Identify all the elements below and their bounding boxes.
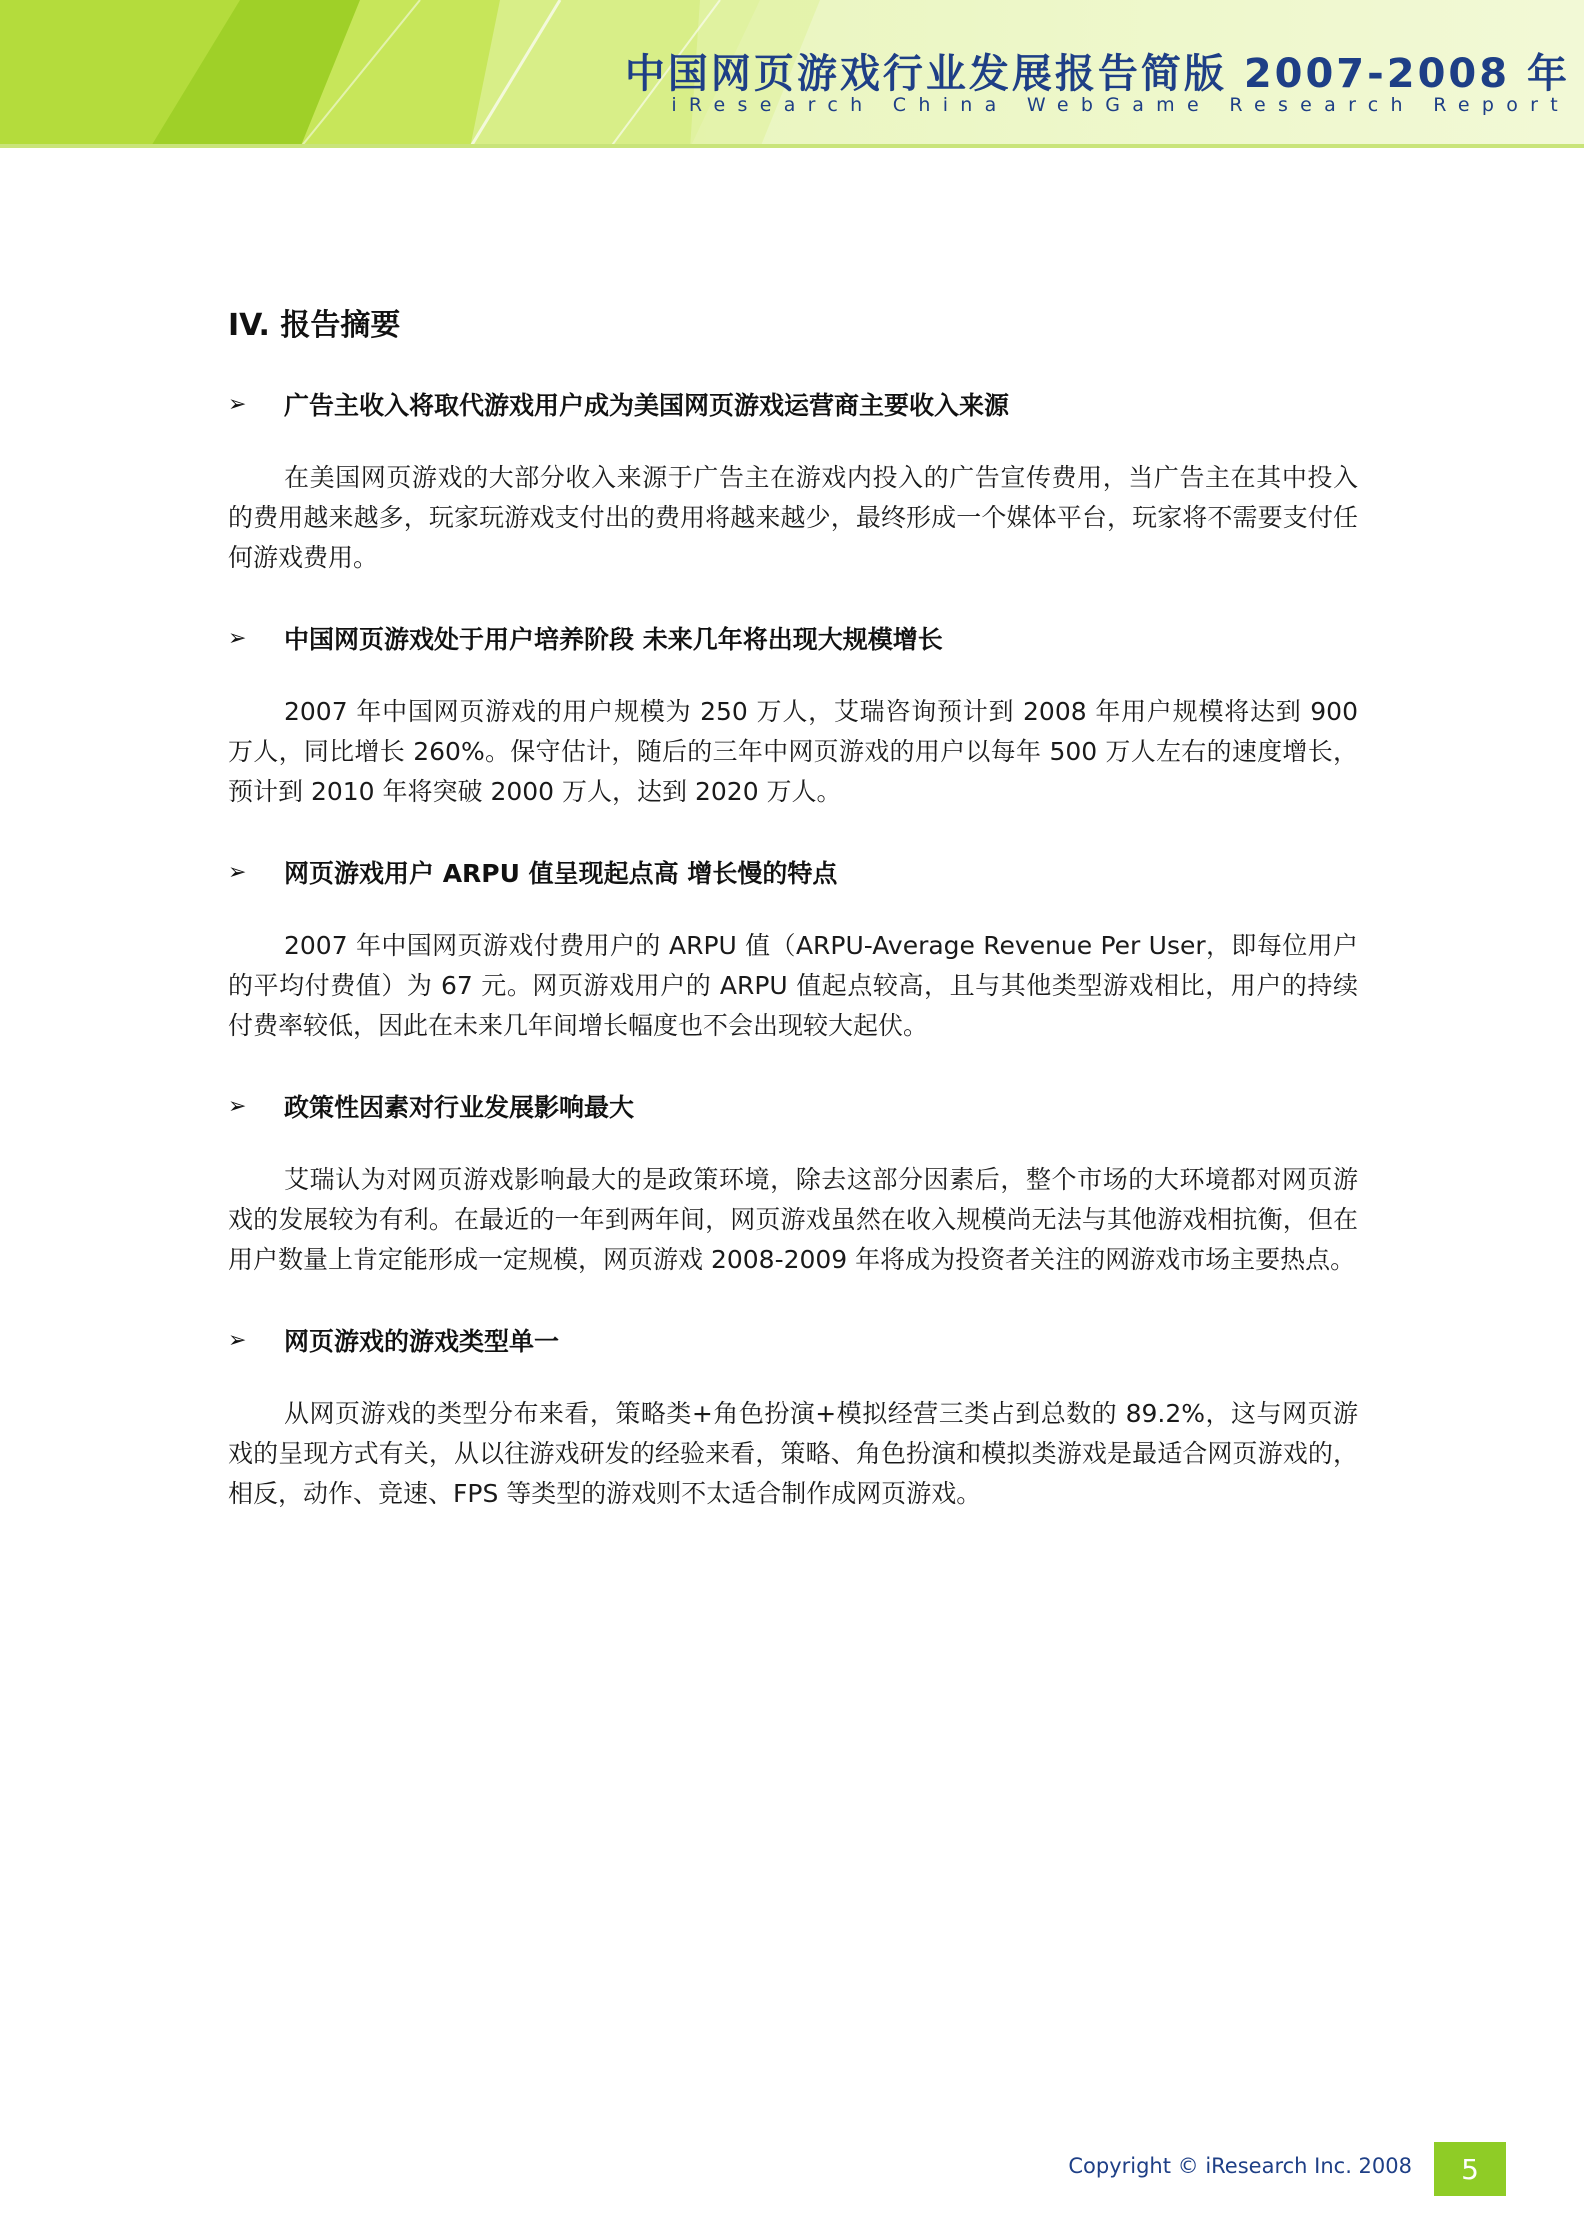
summary-paragraph-2: 2007 年中国网页游戏的用户规模为 250 万人，艾瑞咨询预计到 2008 年用户规模将达到 900 万人，同比增长 260%。保守估计，随后的三年中网页游戏的用户以每年 500 万人左右的速度增长，预计到 2010 年将突破 2000 万人，达到 2020 万人。 <box>228 697 1358 806</box>
summary-heading-2 <box>228 620 1358 656</box>
summary-paragraph-5: 从网页游戏的类型分布来看，策略类+角色扮演+模拟经营三类占到总数的 89.2%，这与网页游戏的呈现方式有关，从以往游戏研发的经验来看，策略、角色扮演和模拟类游戏是最适合网页游戏的，相反，动作、竞速、FPS 等类型的游戏则不太适合制作成网页游戏。 <box>228 1399 1358 1508</box>
report-title: 中国网页游戏行业发展报告简版 2007-2008 年 <box>624 51 1570 97</box>
summary-paragraph-1: 在美国网页游戏的大部分收入来源于广告主在游戏内投入的广告宣传费用，当广告主在其中投入的费用越来越多，玩家玩游戏支付出的费用将越来越少，最终形成一个媒体平台，玩家将不需要支付任何游戏费用。 <box>228 463 1358 572</box>
summary-paragraph-4: 艾瑞认为对网页游戏影响最大的是政策环境，除去这部分因素后，整个市场的大环境都对网页游戏的发展较为有利。在最近的一年到两年间，网页游戏虽然在收入规模尚无法与其他游戏相抗衡，但在用户数量上肯定能形成一定规模，网页游戏 2008-2009 年将成为投资者关注的网游戏市场主要热点。 <box>228 1165 1358 1274</box>
summary-heading-text: 政策性因素对行业发展影响最大 <box>284 1093 635 1122</box>
arrow-bullet-icon: ➢ <box>228 625 247 651</box>
summary-heading-5 <box>228 1322 1358 1358</box>
arrow-bullet-icon: ➢ <box>228 391 247 417</box>
section-title: IV. 报告摘要 <box>228 308 401 343</box>
arrow-bullet-icon: ➢ <box>228 859 247 885</box>
footer-copyright: Copyright © iResearch Inc. 2008 <box>1068 2154 1412 2178</box>
summary-heading-1 <box>228 386 1358 422</box>
summary-heading-text: 中国网页游戏处于用户培养阶段 未来几年将出现大规模增长 <box>284 625 943 654</box>
summary-paragraph-3: 2007 年中国网页游戏付费用户的 ARPU 值（ARPU-Average Revenue Per User，即每位用户的平均付费值）为 67 元。网页游戏用户的 ARPU 值起点较高，且与其他类型游戏相比，用户的持续付费率较低，因此在未来几年间增长幅度也不会出现较大起伏。 <box>228 931 1358 1040</box>
report-summary-section <box>228 300 1358 1556</box>
page-header <box>0 0 1584 148</box>
summary-heading-text: 广告主收入将取代游戏用户成为美国网页游戏运营商主要收入来源 <box>284 391 1010 420</box>
report-subtitle: iResearch China WebGame Research Report <box>671 94 1570 116</box>
summary-heading-4 <box>228 1088 1358 1124</box>
arrow-bullet-icon: ➢ <box>228 1093 247 1119</box>
summary-heading-text: 网页游戏用户 ARPU 值呈现起点高 增长慢的特点 <box>284 859 838 888</box>
arrow-bullet-icon: ➢ <box>228 1327 247 1353</box>
summary-heading-3 <box>228 854 1358 890</box>
page-number-badge: 5 <box>1434 2142 1506 2196</box>
summary-heading-text: 网页游戏的游戏类型单一 <box>284 1327 560 1356</box>
